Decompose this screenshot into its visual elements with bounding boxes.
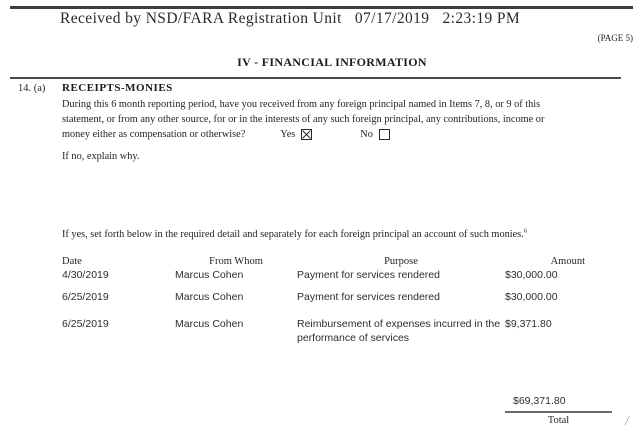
cell-from-whom: Marcus Cohen bbox=[175, 291, 244, 303]
question-line-3-text: money either as compensation or otherwise? bbox=[62, 129, 246, 140]
no-option bbox=[360, 127, 390, 142]
received-stamp-time: 2:23:19 PM bbox=[442, 10, 521, 27]
received-stamp-text: Received by NSD/FARA Registration Unit bbox=[60, 10, 342, 27]
no-checkbox[interactable] bbox=[379, 129, 390, 140]
total-label: Total bbox=[547, 415, 570, 426]
if-yes-prompt bbox=[62, 229, 527, 240]
no-label: No bbox=[360, 129, 373, 140]
total-amount: $69,371.80 bbox=[513, 395, 566, 407]
pen-slash-mark: / bbox=[624, 413, 630, 430]
yes-label: Yes bbox=[280, 129, 296, 140]
section-title: IV - FINANCIAL INFORMATION bbox=[237, 55, 427, 69]
received-stamp bbox=[60, 10, 520, 28]
column-header-amount: Amount bbox=[550, 256, 585, 267]
question-line-3 bbox=[62, 127, 622, 142]
total-rule bbox=[505, 411, 612, 413]
column-header-from-whom: From Whom bbox=[209, 256, 263, 267]
question-line-2: statement, or from any other source, for or in the interests of any such foreign principal, any contributions, income or bbox=[62, 114, 545, 125]
yes-option bbox=[280, 127, 312, 142]
cell-amount: $30,000.00 bbox=[505, 269, 558, 281]
question-text bbox=[62, 97, 622, 142]
table-row bbox=[62, 290, 585, 304]
cell-from-whom: Marcus Cohen bbox=[175, 269, 244, 281]
item-number: 14. (a) bbox=[18, 83, 46, 94]
cell-date: 4/30/2019 bbox=[62, 269, 109, 281]
cell-purpose: Payment for services rendered bbox=[297, 291, 440, 303]
cell-purpose: Payment for services rendered bbox=[297, 269, 440, 281]
if-yes-prompt-text: If yes, set forth below in the required detail and separately for each foreign principal an account of such monies. bbox=[62, 229, 524, 240]
cell-amount: $9,371.80 bbox=[505, 318, 552, 330]
top-rule bbox=[10, 6, 633, 9]
cell-date: 6/25/2019 bbox=[62, 318, 109, 330]
cell-from-whom: Marcus Cohen bbox=[175, 318, 244, 330]
table-header-row bbox=[62, 255, 585, 269]
if-no-prompt: If no, explain why. bbox=[62, 151, 140, 162]
table-row bbox=[62, 268, 585, 282]
footnote-marker: 6 bbox=[523, 227, 528, 235]
cell-purpose: Reimbursement of expenses incurred in the performance of services bbox=[297, 318, 501, 344]
column-header-purpose: Purpose bbox=[384, 256, 418, 267]
question-line-1: During this 6 month reporting period, have you received from any foreign principal named in Items 7, 8, or 9 of this bbox=[62, 99, 541, 110]
table-row bbox=[62, 317, 585, 345]
yes-checkbox[interactable] bbox=[301, 129, 312, 140]
page-number-label: (PAGE 5) bbox=[597, 33, 633, 43]
section-divider-rule bbox=[10, 77, 621, 79]
column-header-date: Date bbox=[62, 256, 82, 267]
received-stamp-date: 07/17/2019 bbox=[354, 10, 430, 27]
item-heading: RECEIPTS-MONIES bbox=[62, 82, 173, 94]
cell-date: 6/25/2019 bbox=[62, 291, 109, 303]
cell-amount: $30,000.00 bbox=[505, 291, 558, 303]
